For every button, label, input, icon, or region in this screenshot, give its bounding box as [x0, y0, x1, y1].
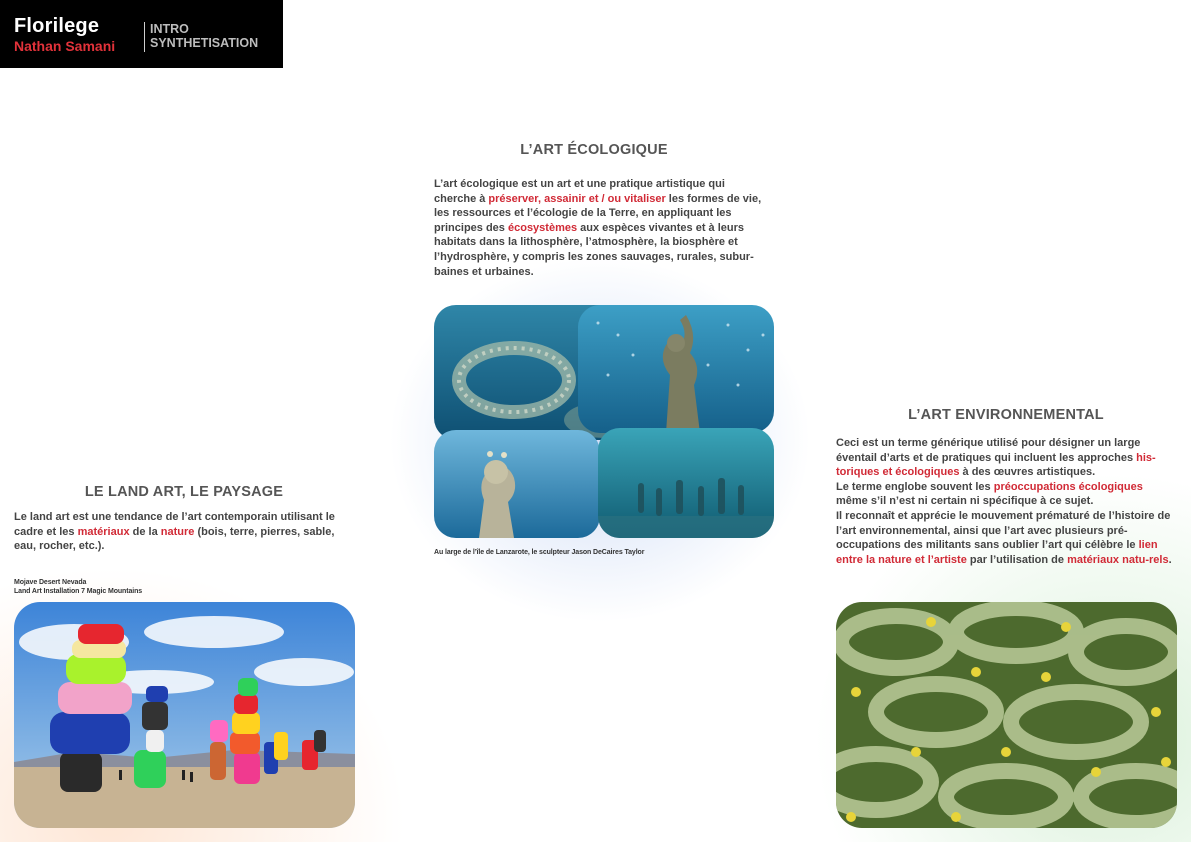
nav-item-intro[interactable]: INTRO [150, 22, 189, 36]
underwater-photo-statue-head [434, 430, 600, 538]
env-text-part: Il reconnaît et apprécie le mouvement prématuré de l’histoire de l’art environnemental, ainsi que l’art avec plusieurs pré-occupations des militants sans oublier l’art qui célèbre le [836, 509, 1171, 552]
land-text-part: Le land art est une tendance de l’art contemporain utilisant le cadre et les [14, 511, 335, 538]
land-text-part: de la [129, 525, 161, 538]
eco-text-part: aux espèces vivantes et à leurs habitats dans la lithosphère, l’atmosphère, la biosphère et l’hydrosphère, y compris les zones sauvages, rurales, subur-baines et urbaines. [434, 221, 754, 278]
env-highlight: lien entre la nature et l’artiste [836, 539, 1158, 566]
eco-section-text [434, 177, 769, 279]
header-nav [150, 22, 258, 50]
eco-highlight: écosystèmes [507, 221, 578, 234]
env-highlight: matériaux natu-rels [1067, 553, 1169, 566]
nav-item-synthetisation[interactable]: SYNTHETISATION [150, 36, 259, 50]
header-divider [144, 22, 145, 52]
eco-photo-caption: Au large de l’île de Lanzarote, le sculpteur Jason DeCaires Taylor [434, 549, 645, 556]
env-section-text [836, 436, 1176, 567]
land-section-text [14, 510, 359, 554]
eco-text-part: les formes de vie, les ressources et l’écologie de la Terre, en appliquant les principes des [434, 192, 762, 234]
env-text-part: Le terme englobe souvent les [836, 480, 994, 493]
eco-highlight: préserver, assainir et / ou vitaliser [488, 192, 666, 205]
eco-text-part: L’art écologique est un art et une pratique artistique qui cherche à [434, 178, 725, 205]
land-photo-caption [14, 578, 314, 596]
env-highlight: préoccupations écologiques [993, 480, 1143, 493]
env-text-part: par l’utilisation de [966, 553, 1068, 566]
land-highlight: nature [160, 525, 195, 538]
land-caption-line: Mojave Desert Nevada [14, 579, 87, 586]
env-highlight: his-toriques et écologiques [836, 451, 1156, 479]
land-section-title: LE LAND ART, LE PAYSAGE [84, 484, 284, 500]
land-text-part: (bois, terre, pierres, sable, eau, rocher, etc.). [14, 525, 335, 553]
underwater-photo-statue-woman [578, 305, 774, 433]
env-text-part: Ceci est un terme générique utilisé pour désigner un large éventail d’arts et de pratiques qui incluent les approches [836, 437, 1141, 464]
seven-magic-mountains-photo [14, 602, 355, 828]
env-section-title: L’ART ENVIRONNEMENTAL [908, 407, 1104, 423]
env-text-part: même s’il n’est ni certain ni spécifique à ce sujet. [836, 495, 1094, 508]
tires-flowers-photo [836, 602, 1177, 828]
land-caption-line: Land Art Installation 7 Magic Mountains [14, 588, 143, 595]
brand-title: Florilege [14, 15, 100, 37]
env-text-part: . [1168, 553, 1172, 566]
env-text-part: à des œuvres artistiques. [959, 466, 1096, 479]
eco-section-title: L’ART ÉCOLOGIQUE [520, 142, 668, 158]
underwater-photo-statue-crowd [598, 428, 774, 538]
brand-author: Nathan Samani [14, 38, 116, 54]
header-bar [0, 0, 283, 68]
land-highlight: matériaux [77, 525, 130, 538]
